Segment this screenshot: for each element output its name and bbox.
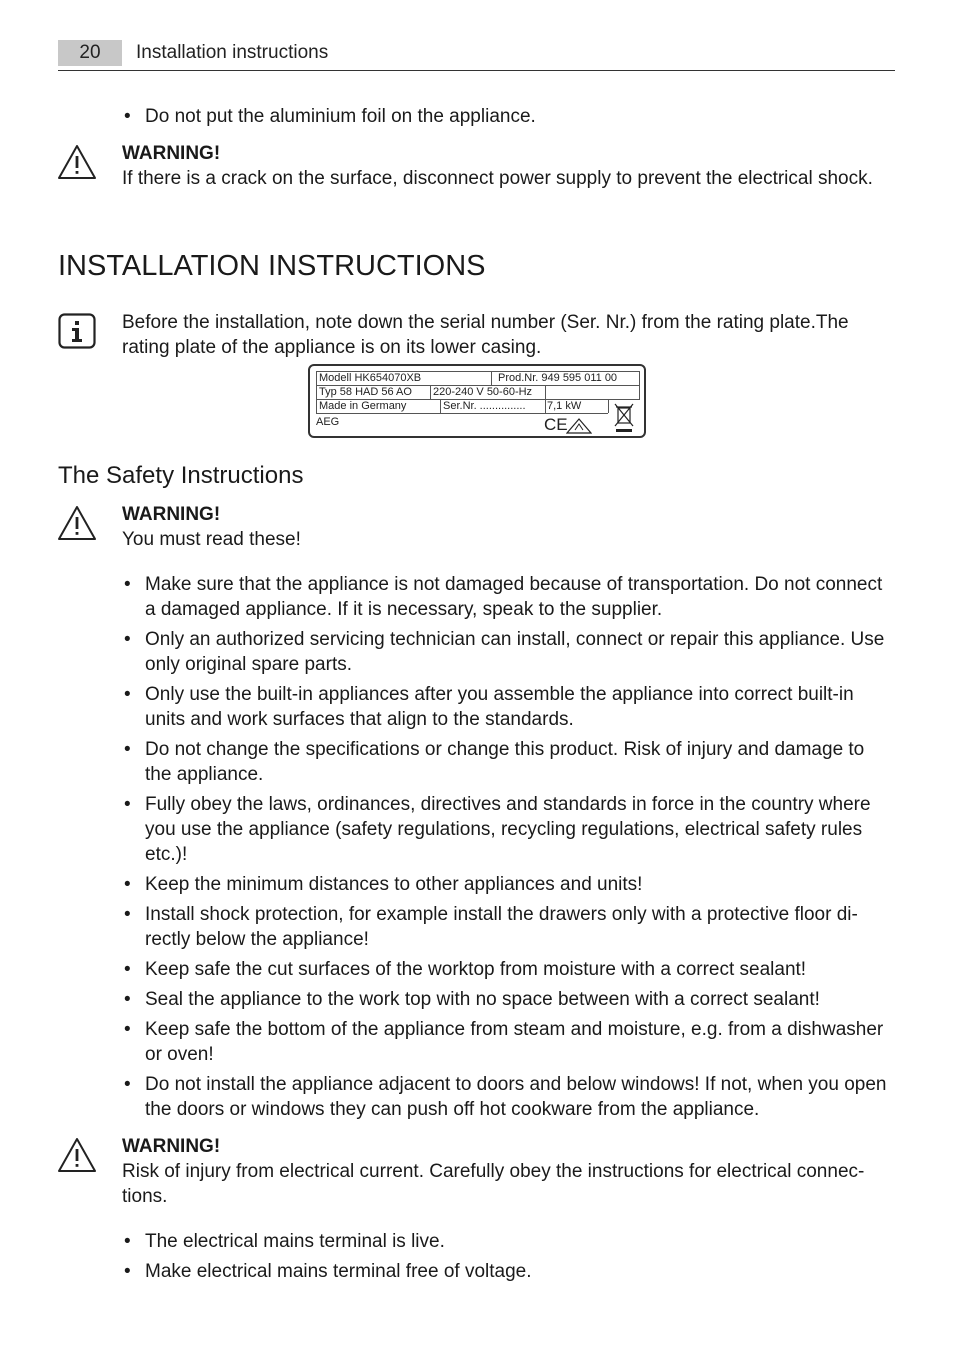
- list-item: • Keep safe the cut surfaces of the worktop from moisture with a correct sealant!: [122, 957, 894, 982]
- warning-block: [122, 502, 882, 552]
- warning-icon: [57, 1137, 97, 1173]
- page-number: 20: [58, 40, 122, 66]
- list-item: • Make sure that the appliance is not damaged because of transportation. Do not connect a damaged appliance. If it is necessary, speak to the supplier.: [122, 572, 894, 622]
- electrical-safety-icon: [566, 418, 592, 434]
- warning-text: Risk of injury from electrical current. Carefully obey the instructions for electrical connec-tions.: [122, 1161, 865, 1207]
- warning-block: [122, 1134, 882, 1209]
- info-text: [122, 310, 882, 360]
- warning-text: If there is a crack on the surface, disconnect power supply to prevent the electrical shock.: [122, 168, 873, 189]
- plate-prod-nr: Prod.Nr. 949 595 011 00: [498, 372, 618, 384]
- plate-power: 7,1 kW: [547, 400, 582, 412]
- plate-brand: AEG: [316, 416, 340, 428]
- list-item: • Keep the minimum distances to other appliances and units!: [122, 872, 894, 897]
- rating-plate: [308, 364, 646, 438]
- running-header-title: Installation instructions: [136, 42, 329, 63]
- warning-block: [122, 141, 882, 191]
- safety-bullet-list: [122, 572, 894, 1127]
- list-item: • Only an authorized servicing technician can install, connect or repair this appliance. Use only original spare parts.: [122, 627, 894, 677]
- header-divider: [58, 70, 895, 71]
- section-title: INSTALLATION INSTRUCTIONS: [58, 250, 486, 282]
- plate-voltage: 220-240 V 50-60-Hz: [433, 386, 533, 398]
- subsection-title: The Safety Instructions: [58, 462, 304, 489]
- list-item: • Install shock protection, for example install the drawers only with a protective floor di-rectly below the appliance!: [122, 902, 894, 952]
- warning-label: WARNING!: [122, 504, 221, 525]
- list-item: • Keep safe the bottom of the appliance from steam and moisture, e.g. from a dishwasher or oven!: [122, 1017, 894, 1067]
- list-item: • The electrical mains terminal is live.: [122, 1229, 894, 1254]
- list-item: • Do not put the aluminium foil on the appliance.: [122, 104, 892, 129]
- warning-label: WARNING!: [122, 1136, 221, 1157]
- list-item: • Fully obey the laws, ordinances, directives and standards in force in the country where you use the appliance (safety regulations, recycling regulations, electrical safety rules etc.)!: [122, 792, 894, 867]
- intro-bullet-list: [122, 104, 892, 134]
- plate-model: Modell HK654070XB: [319, 372, 422, 384]
- info-lead: Before the installation,: [122, 312, 311, 333]
- warning-icon: [57, 505, 97, 541]
- weee-bin-icon: [613, 402, 635, 434]
- info-icon: [58, 313, 96, 349]
- plate-made-in: Made in Germany: [319, 400, 407, 412]
- ce-mark-icon: CE: [544, 415, 568, 434]
- electrical-bullet-list: [122, 1229, 894, 1289]
- warning-icon: [57, 144, 97, 180]
- plate-ser-nr: Ser.Nr. ...............: [443, 400, 526, 412]
- list-item: • Only use the built-in appliances after you assemble the appliance into correct built-in units and work surfaces that align to the standards.: [122, 682, 894, 732]
- info-body: note down the serial number (Ser. Nr.) from the rating plate.The rating plate of the appliance is on its lower casing.: [122, 312, 849, 358]
- plate-type: Typ 58 HAD 56 AO: [319, 386, 412, 398]
- warning-text: You must read these!: [122, 529, 301, 550]
- list-item: • Do not change the specifications or change this product. Risk of injury and damage to the appliance.: [122, 737, 894, 787]
- list-item: • Seal the appliance to the work top with no space between with a correct sealant!: [122, 987, 894, 1012]
- warning-label: WARNING!: [122, 143, 221, 164]
- list-item: • Make electrical mains terminal free of voltage.: [122, 1259, 894, 1284]
- list-item: • Do not install the appliance adjacent to doors and below windows! If not, when you open the doors or windows they can push off hot cookware from the appliance.: [122, 1072, 894, 1122]
